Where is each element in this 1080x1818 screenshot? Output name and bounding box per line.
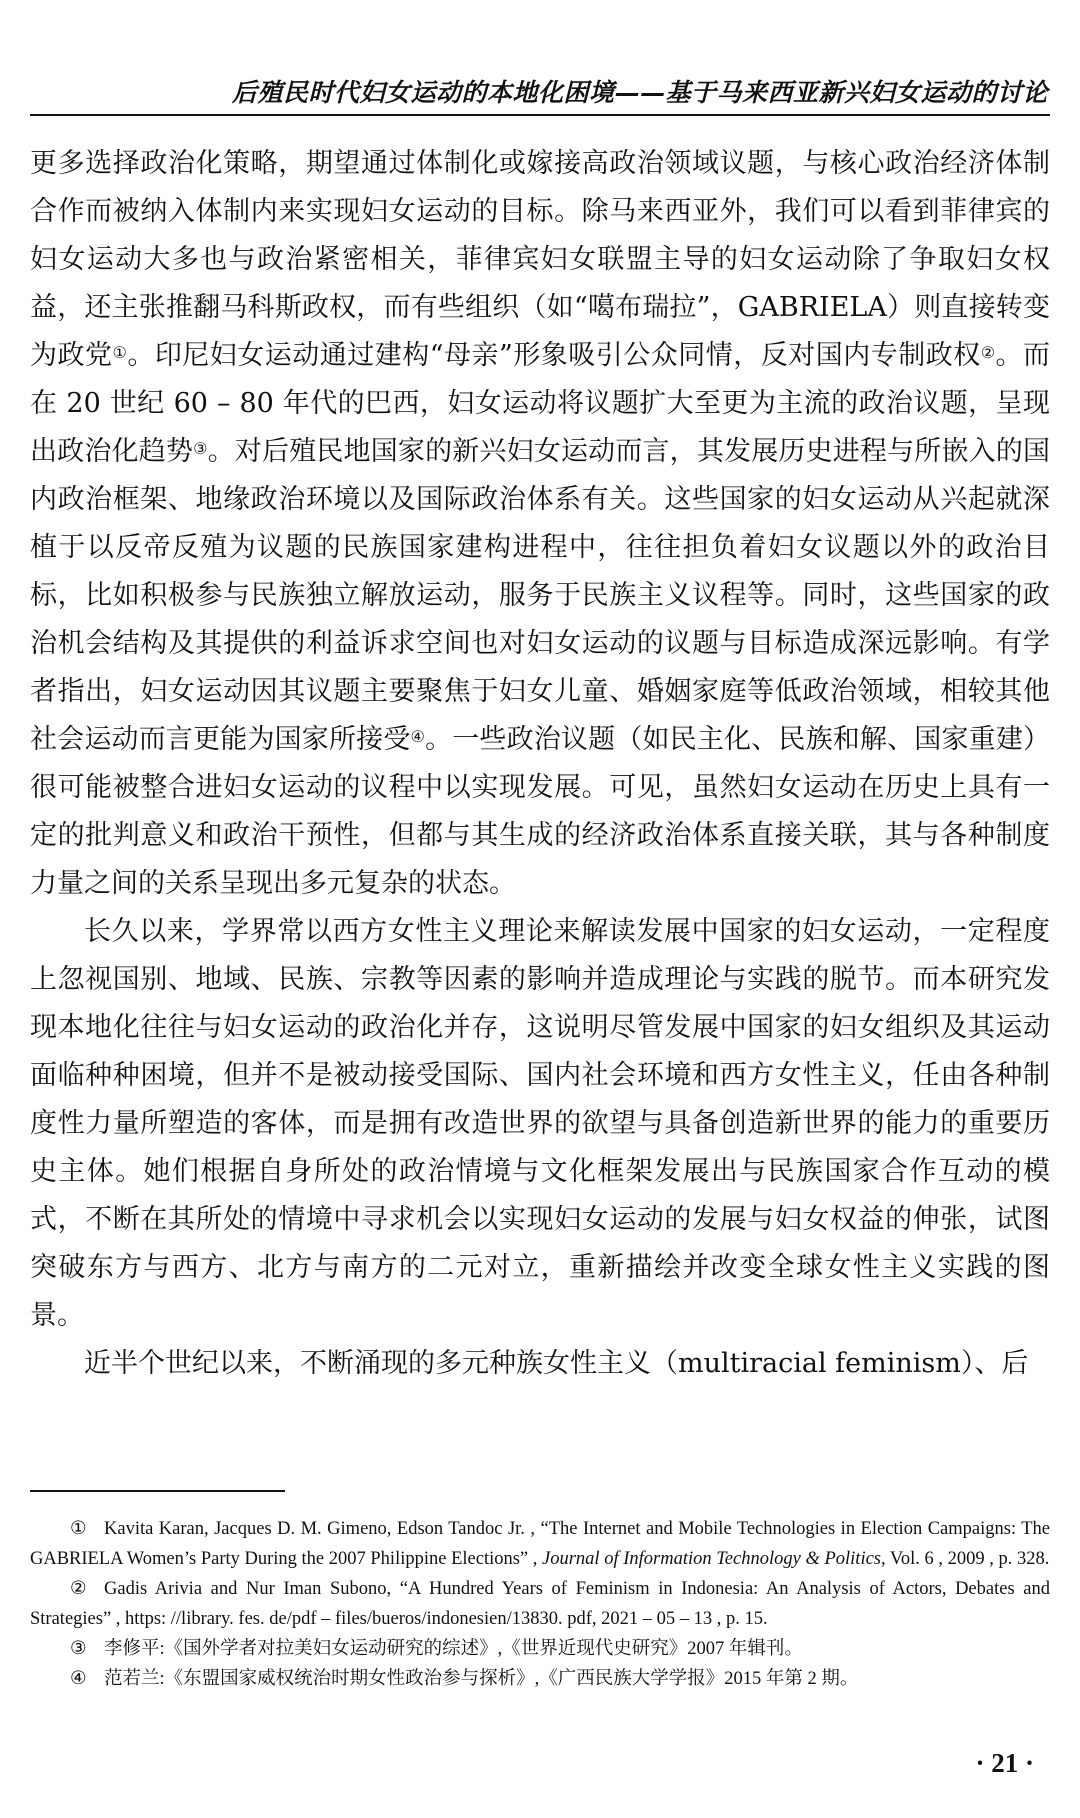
running-header xyxy=(30,68,1050,116)
footnote-ref-3[interactable]: ③ xyxy=(193,439,208,458)
footnote-ref-1[interactable]: ① xyxy=(112,343,128,362)
footnote-text: Kavita Karan, Jacques D. M. Gimeno, Edson Tandoc Jr. , “The Internet and Mobile Technologies in Election Campaigns: The GABRIELA Women’s Party During the 2007 Philippine Elections” , xyxy=(30,1519,1050,1569)
footnote-4 xyxy=(30,1664,1050,1694)
footnote-mark: ② xyxy=(70,1579,87,1599)
footnote-text: 范若兰:《东盟国家威权统治时期女性政治参与探析》,《广西民族大学学报》2015 年第 2 期。 xyxy=(104,1669,859,1689)
footnotes xyxy=(30,1514,1050,1694)
footnote-text: , Vol. 6 , 2009 , p. 328. xyxy=(881,1549,1050,1569)
journal-title: Journal of Information Technology & Politics xyxy=(542,1549,881,1569)
footnote-text: Gadis Arivia and Nur Iman Subono, “A Hundred Years of Feminism in Indonesia: An Analysis of Actors, Debates and Strategies” , https: //library. fes. de/pdf – files/bueros/indonesien/13830. pdf, 2021 – 05 – 13 , p. 15. xyxy=(30,1579,1050,1629)
footnote-ref-4[interactable]: ④ xyxy=(410,727,426,746)
footnote-text: 李修平:《国外学者对拉美妇女运动研究的综述》,《世界近现代史研究》2007 年辑刊。 xyxy=(104,1639,803,1659)
footnote-divider xyxy=(30,1490,285,1492)
page-number: · 21 · xyxy=(975,1748,1034,1778)
article-body xyxy=(30,140,1050,1388)
running-header-title: 后殖民时代妇女运动的本地化困境——基于马来西亚新兴妇女运动的讨论 xyxy=(231,78,1048,107)
paragraph-text: 更多选择政治化策略，期望通过体制化或嫁接高政治领域议题，与核心政治经济体制合作而被纳入体制内来实现妇女运动的目标。除马来西亚外，我们可以看到菲律宾的妇女运动大多也与政治紧密相关，菲律宾妇女联盟主导的妇女运动除了争取妇女权益，还主张推翻马科斯政权，而有些组织（如“噶布瑞拉”，GABRIELA）则直接转变为政党 xyxy=(30,148,1050,371)
body-paragraph-2: 长久以来，学界常以西方女性主义理论来解读发展中国家的妇女运动，一定程度上忽视国别、地域、民族、宗教等因素的影响并造成理论与实践的脱节。而本研究发现本地化往往与妇女运动的政治化并存，这说明尽管发展中国家的妇女组织及其运动面临种种困境，但并不是被动接受国际、国内社会环境和西方女性主义，任由各种制度性力量所塑造的客体，而是拥有改造世界的欲望与具备创造新世界的能力的重要历史主体。她们根据自身所处的政治情境与文化框架发展出与民族国家合作互动的模式，不断在其所处的情境中寻求机会以实现妇女运动的发展与妇女权益的伸张，试图突破东方与西方、北方与南方的二元对立，重新描绘并改变全球女性主义实践的图景。 xyxy=(30,916,1050,1331)
footnote-2 xyxy=(30,1574,1050,1634)
footnote-1 xyxy=(30,1514,1050,1574)
paragraph-text: 。一些政治议题（如民主化、民族和解、国家重建）很可能被整合进妇女运动的议程中以实现发展。可见，虽然妇女运动在历史上具有一定的批判意义和政治干预性，但都与其生成的经济政治体系直接关联，其与各种制度力量之间的关系呈现出多元复杂的状态。 xyxy=(30,724,1051,899)
footnote-ref-2[interactable]: ② xyxy=(980,343,996,362)
paragraph-text: 。对后殖民地国家的新兴妇女运动而言，其发展历史进程与所嵌入的国内政治框架、地缘政治环境以及国际政治体系有关。这些国家的妇女运动从兴起就深植于以反帝反殖为议题的民族国家建构进程中，往往担负着妇女议题以外的政治目标，比如积极参与民族独立解放运动，服务于民族主义议程等。同时，这些国家的政治机会结构及其提供的利益诉求空间也对妇女运动的议题与目标造成深远影响。有学者指出，妇女运动因其议题主要聚焦于妇女儿童、婚姻家庭等低政治领域，相较其他社会运动而言更能为国家所接受 xyxy=(30,436,1051,755)
footnote-3 xyxy=(30,1634,1050,1664)
body-paragraph-1 xyxy=(30,140,1050,908)
footnote-mark: ① xyxy=(70,1519,87,1539)
body-paragraph-3: 近半个世纪以来，不断涌现的多元种族女性主义（multiracial feminism）、后 xyxy=(84,1348,1029,1379)
paragraph-text: 。而在 20 世纪 60 – 80 年代的巴西，妇女运动将议题扩大至更为主流的政治议题，呈现出政治化趋势 xyxy=(30,340,1051,467)
footnote-mark: ③ xyxy=(70,1639,87,1659)
paragraph-text: 。印尼妇女运动通过建构“母亲”形象吸引公众同情，反对国内专制政权 xyxy=(127,340,981,371)
footnote-mark: ④ xyxy=(70,1669,87,1689)
